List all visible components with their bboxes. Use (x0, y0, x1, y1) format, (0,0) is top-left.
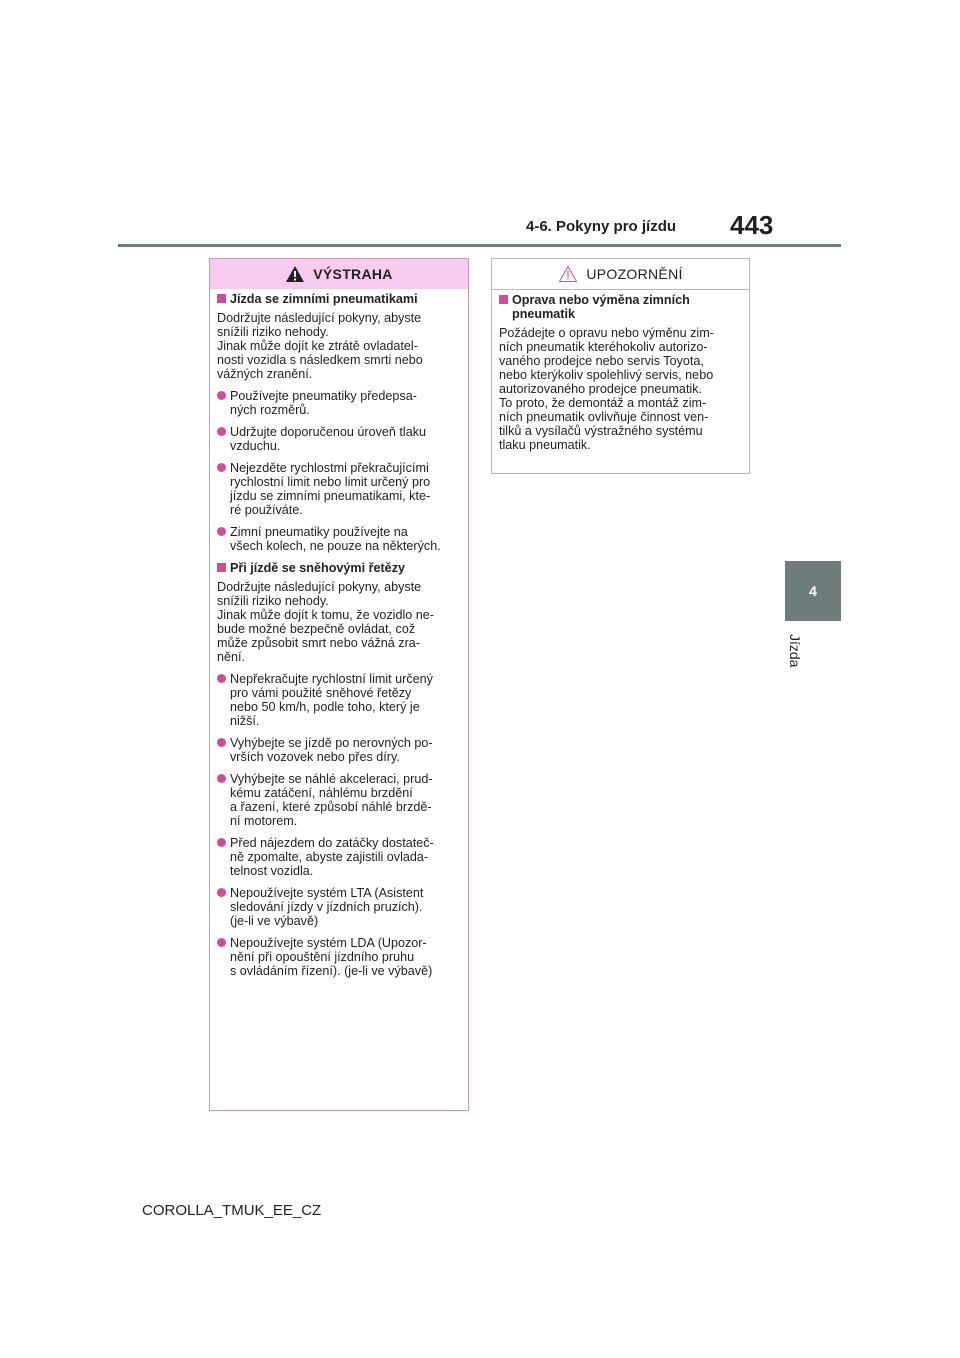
warning-box-body (210, 289, 468, 978)
round-bullet-icon (217, 888, 226, 897)
square-bullet-icon (217, 294, 226, 303)
page-number: 443 (730, 210, 774, 240)
notice-box-body (492, 290, 749, 452)
round-bullet-icon (217, 938, 226, 947)
warning-bullet-item (217, 461, 462, 517)
warning-item-text: Nejezděte rychlostmi překračujícími rychlostní limit nebo limit určený pro jízdu se zimními pneumatikami, kte- ré používáte. (230, 461, 431, 517)
warning-bullet-item (217, 525, 462, 553)
warning-bullet-item (217, 936, 462, 978)
round-bullet-icon (217, 427, 226, 436)
warning-item-text: Udržujte doporučenou úroveň tlaku vzduchu. (230, 425, 427, 453)
warning-item-text: Při jízdě se sněhovými řetězy (230, 561, 405, 575)
warning-bullet-item (217, 886, 462, 928)
chapter-title (783, 632, 843, 692)
square-bullet-icon (499, 295, 508, 304)
document-code: COROLLA_TMUK_EE_CZ (142, 1202, 322, 1219)
notice-box (491, 258, 750, 474)
chapter-title-text: Jízda (787, 634, 803, 668)
warning-item-text: Nepřekračujte rychlostní limit určený pro vámi použité sněhové řetězy nebo 50 km/h, podle toho, který je nižší. (230, 672, 433, 728)
notice-item-text: Oprava nebo výměna zimních pneumatik (512, 293, 690, 321)
warning-bullet-item (217, 772, 462, 828)
notice-subheading (499, 293, 743, 321)
notice-box-title: UPOZORNĚNÍ (586, 266, 683, 282)
warning-bullet-item (217, 836, 462, 878)
round-bullet-icon (217, 527, 226, 536)
warning-item-text: Vyhýbejte se jízdě po nerovných po- vrších vozovek nebo přes díry. (230, 736, 433, 764)
round-bullet-icon (217, 738, 226, 747)
warning-bullet-item (217, 672, 462, 728)
header-divider (118, 244, 841, 247)
warning-bullet-item (217, 736, 462, 764)
warning-paragraph (217, 311, 462, 381)
warning-item-text: Používejte pneumatiky předepsa- ných rozměrů. (230, 389, 417, 417)
notice-paragraph (499, 326, 743, 452)
warning-triangle-icon (285, 265, 305, 283)
square-bullet-icon (217, 563, 226, 572)
round-bullet-icon (217, 463, 226, 472)
warning-item-text: Dodržujte následující pokyny, abyste snížili riziko nehody. Jinak může dojít ke ztrátě ovladatel- nosti vozidla s následkem smrti nebo vážných zranění. (217, 311, 423, 381)
warning-item-text: Před nájezdem do zatáčky dostateč- ně zpomalte, abyste zajistili ovlada- telnost vozidla. (230, 836, 434, 878)
notice-box-header (492, 259, 749, 290)
warning-subheading (217, 292, 462, 306)
warning-paragraph (217, 580, 462, 664)
chapter-tab[interactable] (785, 561, 841, 621)
round-bullet-icon (217, 774, 226, 783)
warning-item-text: Zimní pneumatiky používejte na všech kolech, ne pouze na některých. (230, 525, 441, 553)
caution-triangle-outline-icon (558, 265, 578, 283)
warning-item-text: Nepoužívejte systém LTA (Asistent sledování jízdy v jízdních pruzích). (je-li ve výbavě) (230, 886, 424, 928)
warning-box-header (210, 259, 468, 289)
warning-item-text: Dodržujte následující pokyny, abyste snížili riziko nehody. Jinak může dojít k tomu, že vozidlo ne- bude možné bezpečně ovládat, což může způsobit smrt nebo vážná zra- nění. (217, 580, 434, 664)
warning-item-text: Vyhýbejte se náhlé akceleraci, prud- kému zatáčení, náhlému brzdění a řazení, které způsobí náhlé brzdě- ní motorem. (230, 772, 433, 828)
round-bullet-icon (217, 838, 226, 847)
chapter-number: 4 (809, 583, 817, 599)
round-bullet-icon (217, 674, 226, 683)
notice-item-text: Požádejte o opravu nebo výměnu zim- ních pneumatik kteréhokoliv autorizo- vaného prodejce nebo servis Toyota, nebo kterýkoliv spolehlivý servis, nebo autorizovaného prodejce pneumatik. To proto, že demontáž a montáž zim- ních pneumatik ovlivňuje činnost ven- tilků a vysílačů výstražného systému tlaku pneumatik. (499, 326, 714, 452)
warning-box (209, 258, 469, 1111)
warning-item-text: Nepoužívejte systém LDA (Upozor- nění při opouštění jízdního pruhu s ovládáním řízení). (je-li ve výbavě) (230, 936, 433, 978)
warning-box-title: VÝSTRAHA (313, 266, 393, 282)
section-title: 4-6. Pokyny pro jízdu (526, 218, 677, 235)
warning-bullet-item (217, 425, 462, 453)
warning-item-text: Jízda se zimními pneumatikami (230, 292, 418, 306)
warning-bullet-item (217, 389, 462, 417)
warning-subheading (217, 561, 462, 575)
round-bullet-icon (217, 391, 226, 400)
